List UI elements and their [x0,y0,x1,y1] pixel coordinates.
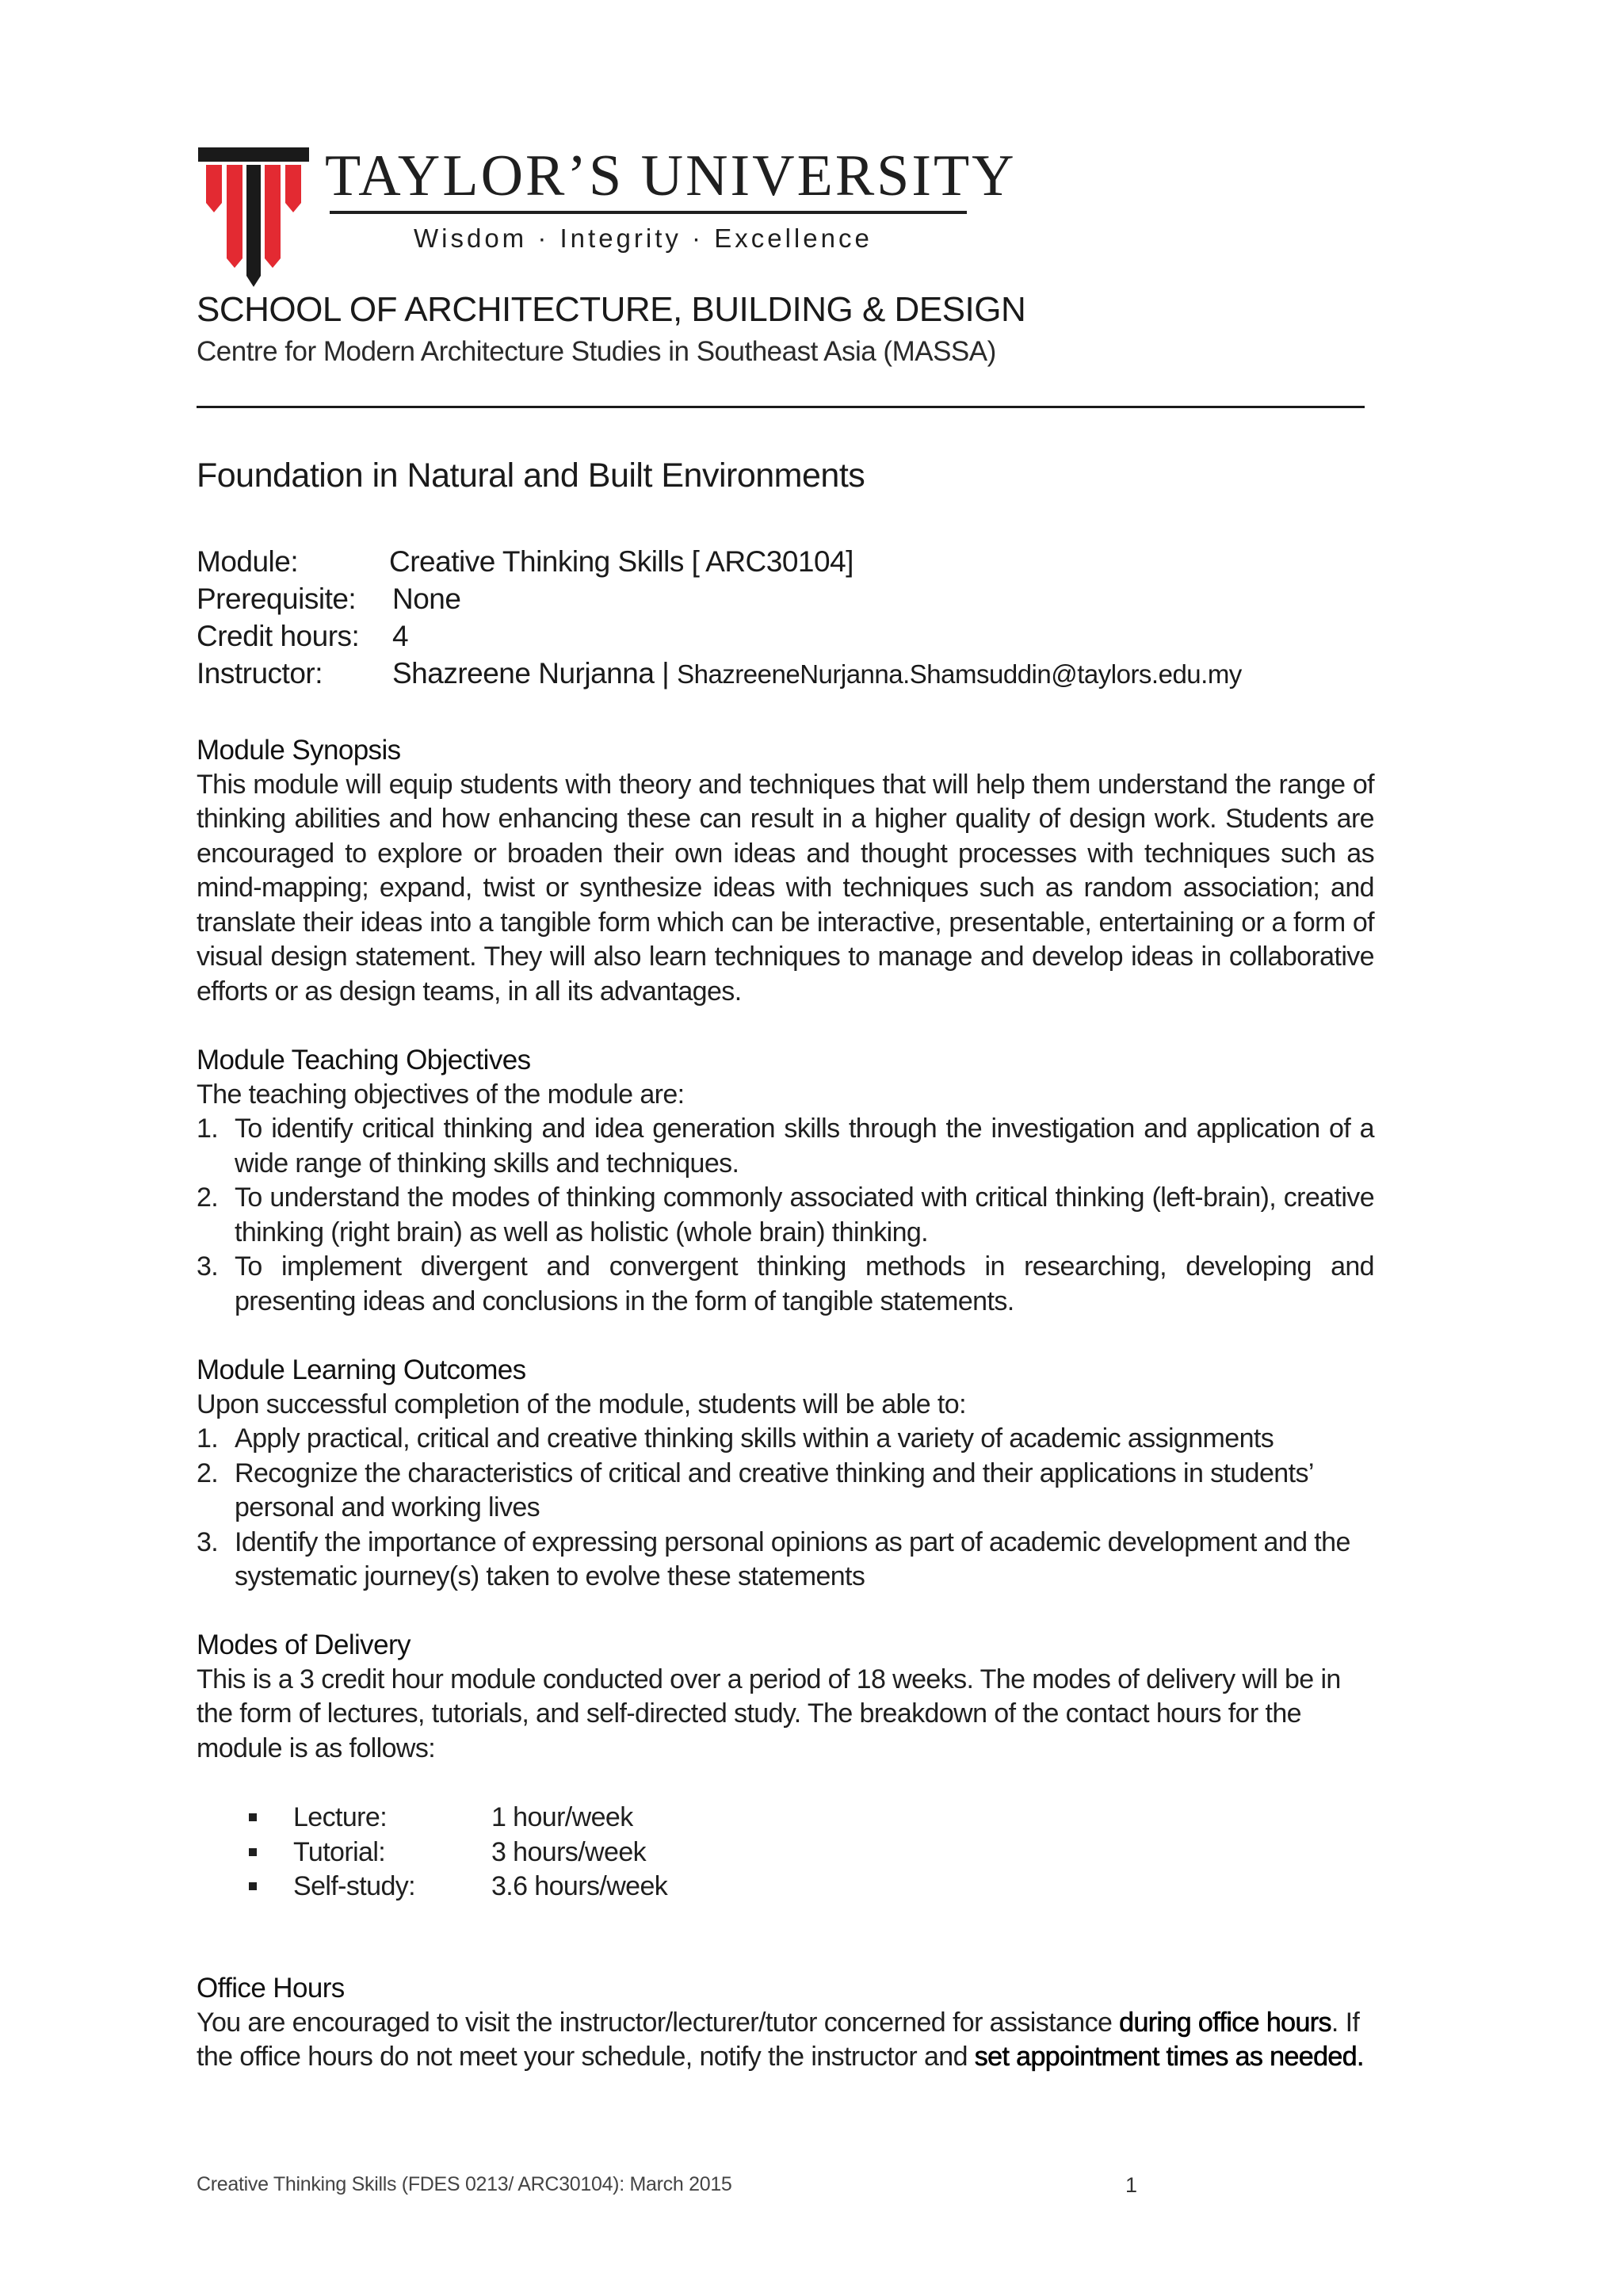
instructor-row [197,657,1385,694]
outcomes-title: Module Learning Outcomes [197,1354,526,1385]
university-crest-icon [198,147,309,287]
delivery-title: Modes of Delivery [197,1629,411,1660]
synopsis-title: Module Synopsis [197,735,401,766]
outcome-item: 1. Apply practical, critical and creative thinking skills within a variety of academic assignments [197,1423,1274,1454]
module-info [197,545,1385,694]
objectives-intro: The teaching objectives of the module are: [197,1079,685,1110]
instructor-label: Instructor: [197,657,323,690]
contact-hours-item: Lecture: 1 hour/week [197,1801,1374,1836]
prerequisite-row [197,583,1385,620]
bullet-square-icon [249,1848,257,1856]
university-name: TAYLOR’S UNIVERSITY [325,143,1017,208]
school-name: SCHOOL OF ARCHITECTURE, BUILDING & DESIGN [197,290,1026,329]
objectives-section [197,1043,1374,1319]
module-label: Module: [197,545,299,578]
synopsis-text: This module will equip students with theory and techniques that will help them understand the range of thinking abilities and how enhancing these can result in a higher quality of design work. Students are encouraged to explore or broaden their own ideas and thought processes with techniques such as mind-mapping; expand, twist or synthesize ideas with techniques such as random association; and translate their ideas into a tangible form which can be interactive, presentable, entertaining or a form of visual design statement. They will also learn techniques to manage and develop ideas in collaborative efforts or as design teams, in all its advantages. [197,769,1374,1007]
module-value: Creative Thinking Skills [ ARC30104] [389,545,854,578]
prerequisite-label: Prerequisite: [197,583,357,615]
logo-rule [330,211,967,214]
objectives-list [197,1112,1374,1319]
contact-hours-item: Tutorial: 3 hours/week [197,1836,1374,1870]
objective-item: 2. To understand the modes of thinking commonly associated with critical thinking (left-brain), creative thinking (right brain) as well as holistic (whole brain) thinking. [197,1182,1374,1247]
delivery-section [197,1628,1374,1904]
program-title: Foundation in Natural and Built Environments [197,457,865,495]
credit-row [197,620,1385,657]
outcomes-section [197,1353,1374,1595]
office-hours-title: Office Hours [197,1973,345,2004]
objective-item: 3. To implement divergent and convergent thinking methods in researching, developing and presenting ideas and conclusions in the form of tangible statements. [197,1251,1374,1316]
credit-label: Credit hours: [197,620,360,652]
office-hours-text: You are encouraged to visit the instructor/lecturer/tutor concerned for assistance during office hours. If the office hours do not meet your schedule, notify the instructor and set appointment times as needed. [197,2007,1364,2072]
objective-item: 1. To identify critical thinking and idea generation skills through the investigation and application of a wide range of thinking skills and techniques. [197,1114,1374,1179]
outcome-item: 3. Identify the importance of expressing personal opinions as part of academic development and the systematic journey(s) taken to evolve these statements [197,1526,1350,1591]
centre-name: Centre for Modern Architecture Studies in Southeast Asia (MASSA) [197,336,996,367]
bullet-square-icon [249,1813,257,1821]
instructor-value [392,657,1242,690]
office-hours-section [197,1971,1374,2075]
page-number: 1 [1125,2173,1138,2197]
instructor-name: Shazreene Nurjanna | [392,657,670,690]
module-row [197,545,1385,583]
credit-value: 4 [392,620,409,652]
university-logo [198,143,1017,290]
bullet-square-icon [249,1882,257,1890]
outcomes-intro: Upon successful completion of the module, students will be able to: [197,1389,966,1419]
university-tagline: Wisdom · Integrity · Excellence [414,223,873,253]
outcomes-list [197,1422,1374,1595]
contact-hours-item: Self-study: 3.6 hours/week [197,1870,1374,1904]
contact-hours-list [197,1801,1374,1904]
synopsis-section [197,733,1374,1009]
header-divider [197,406,1365,408]
outcome-item: 2. Recognize the characteristics of critical and creative thinking and their applications in students’ personal and working lives [197,1457,1313,1522]
instructor-email[interactable]: ShazreeneNurjanna.Shamsuddin@taylors.edu.my [677,659,1242,689]
delivery-text: This is a 3 credit hour module conducted over a period of 18 weeks. The modes of delivery will be in the form of lectures, tutorials, and self-directed study. The breakdown of the contact hours for the module is as follows: [197,1664,1341,1763]
footer-text: Creative Thinking Skills (FDES 0213/ ARC30104): March 2015 [197,2173,732,2195]
prerequisite-value: None [392,583,461,615]
objectives-title: Module Teaching Objectives [197,1045,531,1075]
